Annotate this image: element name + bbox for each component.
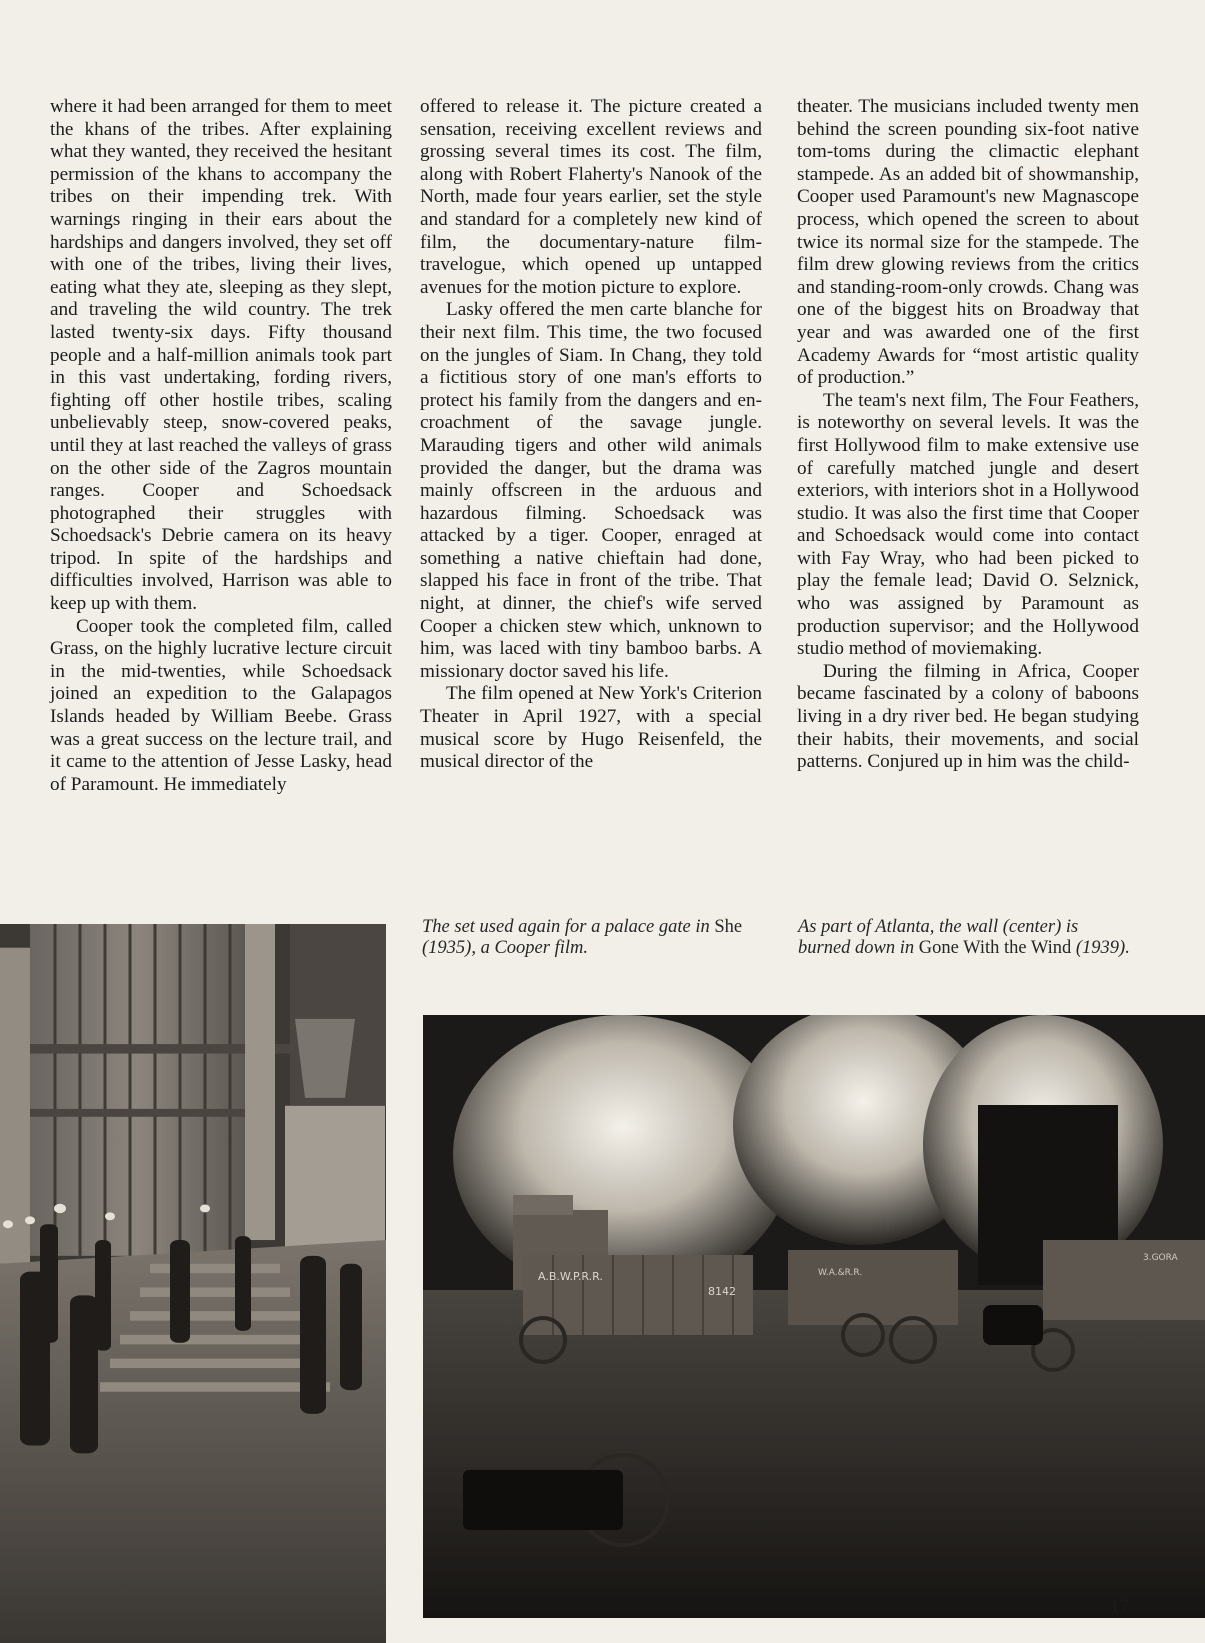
text-column-2 [420, 96, 762, 774]
caption-text: The set used again for a palace gate in [422, 917, 715, 937]
photo-caption-atlanta [798, 917, 1133, 959]
paragraph: Lasky offered the men carte blanche for their next film. This time, the two focused on the jungles of Siam. In Chang, they told a fictitious story of one man's efforts to protect his family from the dangers and encroachment of the savage jungle. Marauding tigers and other wild animals provided the danger, but the drama was mainly offscreen in the arduous and hazardous filming. Schoedsack was attacked by a tiger. Cooper, enraged at something a native chieftain had done, slapped his face in front of the tribe. That night, at dinner, the chief's wife served Cooper a chicken stew which, unknown to him, was laced with tiny bamboo barbs. A missionary doctor saved his life. [420, 299, 762, 682]
caption-text: As part of Atlanta, the wall (center) is burned down in [798, 917, 1079, 958]
palace-gate-illustration [0, 924, 386, 1643]
caption-film-title: She [714, 917, 743, 937]
caption-text: (1939). [1071, 938, 1130, 958]
paragraph: The team's next film, The Four Feathers, is noteworthy on several levels. It was the first Hollywood film to make extensive use of carefully matched jungle and desert exteriors, with interiors shot in a Hollywood studio. It was also the first time that Cooper and Schoedsack would come into contact with Fay Wray, who had been picked to play the female lead; David O. Selznick, who was assigned by Paramount as production supervisor; and the Hollywood studio method of moviemaking. [797, 389, 1139, 660]
paragraph: The film opened at New York's Criterion Theater in April 1927, with a special musical score by Hugo Reisenfeld, the musical director of the [420, 683, 762, 773]
paragraph: During the filming in Africa, Cooper became fascinated by a colony of baboons living in a dry river bed. He began studying their habits, their movements, and social patterns. Conjured up in him was the child- [797, 660, 1139, 773]
paragraph: theater. The musicians included twenty men behind the screen pounding six-foot native tom-toms during the climactic elephant stampede. As an added bit of showmanship, Cooper used Paramount's new Magnascope process, which opened the screen to about twice its normal size for the stampede. The film drew glowing reviews from the critics and standing-room-only crowds. Chang was one of the biggest hits on Broadway that year and was awarded one of the first Academy Awards for “most artistic quality of production.” [797, 96, 1139, 389]
paragraph: offered to release it. The picture created a sensation, receiving excellent reviews and grossing several times its cost. The film, along with Robert Flaherty's Nanook of the North, made four years earlier, set the style and standard for a completely new kind of film, the documentary-nature film-travelogue, which opened up untapped avenues for the motion picture to explore. [420, 96, 762, 298]
caption-film-title: Gone With the Wind [918, 938, 1072, 958]
paragraph: Cooper took the completed film, called Grass, on the highly lucrative lecture circuit in the mid-twenties, while Schoedsack joined an expedition to the Galapagos Islands headed by William Beebe. Grass was a great success on the lecture trail, and it came to the attention of Jesse Lasky, head of Paramount. He immediately [50, 615, 392, 795]
photo-atlanta-fire [423, 1015, 1205, 1618]
photo-palace-gate [0, 924, 386, 1643]
text-column-3 [797, 96, 1139, 774]
atlanta-fire-illustration [423, 1015, 1205, 1618]
boxcar-number: 8142 [708, 1285, 736, 1298]
text-column-1 [50, 96, 392, 796]
boxcar-middle-label: W.A.&R.R. [818, 1268, 863, 1278]
caption-text: (1935), a Cooper film. [422, 938, 588, 958]
boxcar-right-label: 3.GORA [1143, 1253, 1178, 1263]
photo-caption-palace-gate [422, 917, 782, 959]
page-number: 17 [1110, 1596, 1129, 1617]
boxcar-left-label: A.B.W.P.R.R. [538, 1270, 603, 1283]
paragraph: where it had been arranged for them to meet the khans of the tribes. After explaining what they wanted, they received the hesitant permission of the khans to accompany the tribes on their impending trek. With warnings ringing in their ears about the hardships and dangers involved, they set off with one of the tribes, living their lives, eating what they ate, sleeping as they slept, and traveling the wild country. The trek lasted twenty-six days. Fifty thousand people and a half-million animals took part in this vast undertaking, fording rivers, fighting off other hostile tribes, scaling unbelievably steep, snow-covered peaks, until they at last reached the valleys of grass on the other side of the Zagros mountain ranges. Cooper and Schoedsack photographed their struggles with Schoedsack's Debrie camera on its heavy tripod. In spite of the hardships and difficulties involved, Harrison was able to keep up with them. [50, 96, 392, 615]
